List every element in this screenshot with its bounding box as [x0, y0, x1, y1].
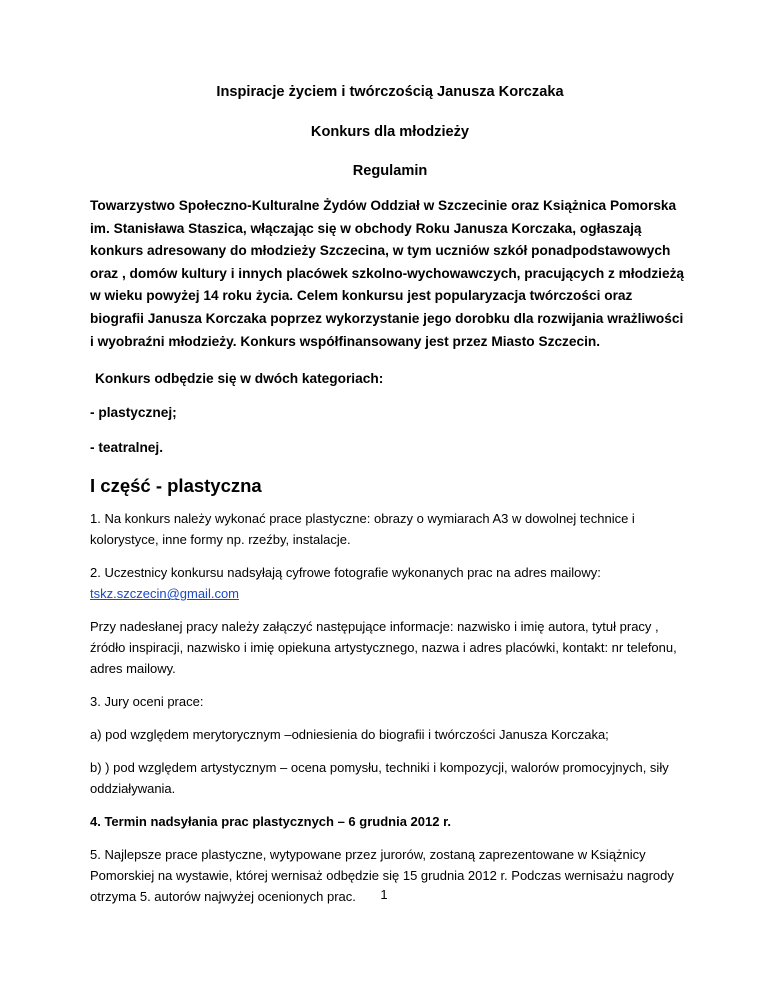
paragraph-5: 5. Najlepsze prace plastyczne, wytypowane przez jurorów, zostaną zaprezentowane w Książnicy Pomorskiej na wystawie, której wernisaż odbędzie się 15 grudnia 2012 r. Podczas wernisażu nagrody otrzyma 5. autorów najwyżej ocenionych prac.	[90, 847, 674, 905]
page-number: 1	[380, 887, 388, 902]
paragraph-2	[90, 562, 690, 604]
paragraph-3: 3. Jury oceni prace:	[90, 694, 204, 710]
regulation-heading: Regulamin	[352, 163, 428, 179]
category-item-plastic: - plastycznej;	[90, 405, 177, 421]
document-title: Inspiracje życiem i twórczością Janusza Korczaka	[216, 84, 564, 100]
category-item-theatre: - teatralnej.	[90, 440, 164, 456]
paragraph-attachments: Przy nadesłanej pracy należy załączyć następujące informacje: nazwisko i imię autora, tytuł pracy , źródło inspiracji, nazwisko i imię opiekuna artystycznego, nazwa i adres placówki, kontakt: nr telefonu, adres mailowy.	[90, 619, 677, 677]
paragraph-3b: b) ) pod względem artystycznym – ocena pomysłu, techniki i kompozycji, walorów promocyjnych, siły oddziaływania.	[90, 760, 669, 797]
paragraph-1: 1. Na konkurs należy wykonać prace plastyczne: obrazy o wymiarach A3 w dowolnej technice i kolorystyce, inne formy np. rzeźby, instalacje.	[90, 511, 635, 548]
document-body	[90, 83, 690, 919]
paragraph-3a: a) pod względem merytorycznym –odniesienia do biografii i twórczości Janusza Korczaka;	[90, 727, 609, 743]
intro-paragraph: Towarzystwo Społeczno-Kulturalne Żydów Oddział w Szczecinie oraz Książnica Pomorska im. Stanisława Staszica, włączając się w obchody Roku Janusza Korczaka, ogłaszają konkurs adresowany do młodzieży Szczecina, w tym uczniów szkół ponadpodstawowych oraz , domów kultury i innych placówek szkolno-wychowawczych, pracujących z młodzieżą w wieku powyżej 14 roku życia. Celem konkursu jest popularyzacja twórczości oraz biografii Janusza Korczaka poprzez wykorzystanie jego dorobku dla rozwijania wrażliwości i wyobraźni młodzieży. Konkurs współfinansowany jest przez Miasto Szczecin.	[90, 198, 685, 349]
email-link[interactable]: tskz.szczecin@gmail.com	[90, 586, 240, 602]
categories-intro: Konkurs odbędzie się w dwóch kategoriach:	[95, 371, 384, 387]
document-subtitle: Konkurs dla młodzieży	[310, 124, 470, 140]
paragraph-4-deadline: 4. Termin nadsyłania prac plastycznych – 6 grudnia 2012 r.	[90, 814, 452, 830]
paragraph-2-text: 2. Uczestnicy konkursu nadsyłają cyfrowe fotografie wykonanych prac na adres mailowy:	[90, 565, 601, 581]
section-heading-plastic: I część - plastyczna	[90, 475, 262, 497]
